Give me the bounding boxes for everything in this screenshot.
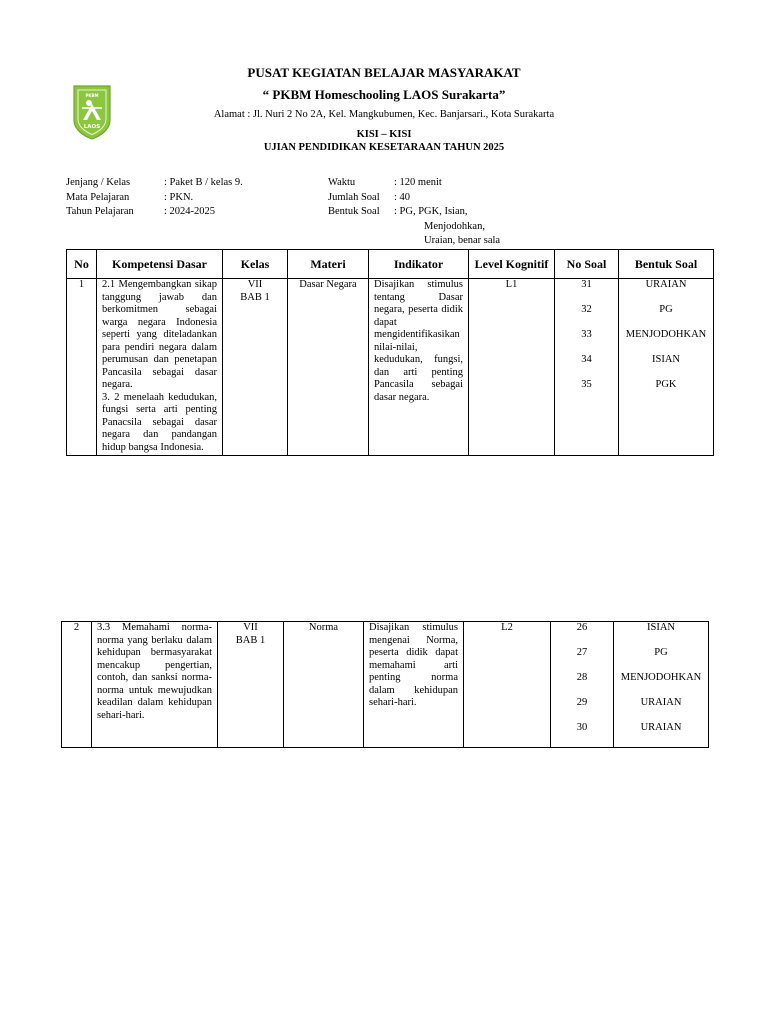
header-kd: Kompetensi Dasar — [97, 250, 223, 279]
info-label: Jumlah Soal — [328, 191, 380, 203]
bab-value: BAB 1 — [240, 291, 270, 303]
kd-text: 2.1 Mengembangkan sikap tanggung jawab dan berkomitmen sebagai warga negara Indonesia seperti yang diteladankan para pendiri negara dalam perumusan dan penetapan Pancasila sebagai dasar negara. — [102, 279, 217, 390]
info-right — [328, 176, 548, 250]
header-bentuk: Bentuk Soal — [619, 250, 714, 279]
header-nosoal: No Soal — [555, 250, 619, 279]
info-value: : 2024-2025 — [164, 206, 216, 217]
row-indikator: Disajikan stimulus mengenai Norma, peserta didik dapat memahami arti penting norma dalam kehidupan sehari-hari. — [364, 622, 464, 748]
row-level: L2 — [464, 622, 551, 748]
bentuk-item: PG — [659, 304, 673, 315]
row-kelas — [218, 622, 284, 748]
bentuk-item: URAIAN — [640, 722, 682, 733]
bentuk-item: ISIAN — [652, 354, 680, 365]
nosoal-item: 35 — [581, 379, 592, 390]
logo-text-top: PKBM — [85, 93, 99, 98]
nosoal-item: 32 — [581, 304, 592, 315]
exam-heading: UJIAN PENDIDIKAN KESETARAAN TAHUN 2025 — [263, 142, 505, 153]
nosoal-item: 33 — [581, 329, 592, 340]
info-label: Mata Pelajaran — [66, 191, 130, 203]
nosoal-item: 27 — [576, 647, 588, 658]
info-label: Tahun Pelajaran — [66, 206, 134, 217]
bentuk-item: MENJODOHKAN — [625, 329, 707, 340]
row-materi: Norma — [284, 622, 364, 748]
kisi-table-2 — [61, 621, 709, 748]
bentuk-item: URAIAN — [645, 279, 687, 290]
school-title: PUSAT KEGIATAN BELAJAR MASYARAKAT — [247, 65, 521, 80]
row-no: 1 — [67, 279, 97, 456]
info-value: : 120 menit — [394, 177, 442, 188]
document-heading — [0, 128, 768, 154]
kelas-value: VII — [247, 279, 263, 290]
info-value: : PKN. — [164, 191, 194, 203]
bentuk-item: URAIAN — [640, 697, 682, 708]
nosoal-item: 26 — [576, 622, 588, 633]
info-label: Waktu — [328, 177, 356, 188]
table-header-row — [67, 250, 714, 279]
bentuk-item: PG — [654, 647, 668, 658]
bab-value: BAB 1 — [235, 634, 266, 646]
info-value: : PG, PGK, Isian, — [394, 206, 468, 217]
row-materi: Dasar Negara — [288, 279, 369, 456]
info-left — [66, 176, 266, 221]
info-value-cont: Uraian, benar sala — [424, 235, 501, 246]
row-level: L1 — [469, 279, 555, 456]
info-label: Bentuk Soal — [328, 206, 380, 217]
school-subtitle: “ PKBM Homeschooling LAOS Surakarta” — [262, 87, 506, 102]
kisi-heading: KISI – KISI — [356, 129, 412, 140]
kelas-value: VII — [243, 622, 258, 633]
info-value-cont: Menjodohkan, — [424, 220, 485, 232]
table-row — [62, 622, 709, 748]
bentuk-item: ISIAN — [647, 622, 675, 633]
table-row — [67, 279, 714, 456]
nosoal-item: 30 — [576, 722, 588, 733]
info-value: : 40 — [394, 191, 411, 203]
row-no: 2 — [62, 622, 92, 748]
nosoal-item: 31 — [581, 279, 592, 290]
header-level: Level Kognitif — [469, 250, 555, 279]
row-indikator: Disajikan stimulus tentang Dasar negara, peserta didik dapat mengidentifikasikan nilai-nilai, kedudukan, fungsi, dan arti penting Pancasila sebagai dasar negara. — [369, 279, 469, 456]
row-kelas — [223, 279, 288, 456]
kisi-table-1 — [66, 249, 714, 456]
logo-text-bottom: LAOS — [83, 124, 101, 130]
school-address: Alamat : Jl. Nuri 2 No 2A, Kel. Mangkubumen, Kec. Banjarsari., Kota Surakarta — [213, 109, 555, 120]
bentuk-item: PGK — [655, 379, 677, 390]
info-value: : Paket B / kelas 9. — [164, 177, 243, 188]
header-no: No — [67, 250, 97, 279]
row-bentuk — [619, 279, 714, 456]
header-materi: Materi — [288, 250, 369, 279]
info-label: Jenjang / Kelas — [66, 177, 131, 188]
bentuk-item: MENJODOHKAN — [620, 672, 702, 683]
header-indikator: Indikator — [369, 250, 469, 279]
row-bentuk — [614, 622, 709, 748]
row-kd: 3.3 Memahami norma-norma yang berlaku dalam kehidupan bermasyarakat mencakup pengertian, contoh, dan sanksi norma-norma untuk mewujudkan keadilan dalam kehidupan sehari-hari. — [92, 622, 218, 748]
nosoal-item: 29 — [576, 697, 588, 708]
row-nosoal — [551, 622, 614, 748]
kd-text-2: 3. 2 menelaah kedudukan, fungsi serta arti penting Panacsila sebagai dasar negara dan pandangan hidup bangsa Indonesia. — [102, 391, 217, 453]
nosoal-item: 28 — [576, 672, 588, 683]
nosoal-item: 34 — [581, 354, 592, 365]
row-nosoal — [555, 279, 619, 456]
header-kelas: Kelas — [223, 250, 288, 279]
row-kd — [97, 279, 223, 456]
